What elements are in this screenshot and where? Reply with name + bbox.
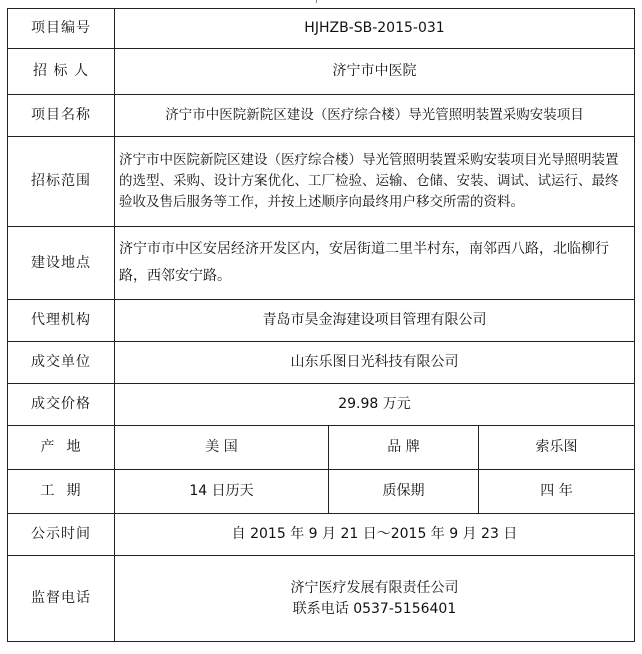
label-bidder: 招 标 人 (8, 49, 115, 95)
supervision-org: 济宁医疗发展有限责任公司 (290, 579, 459, 596)
value-location: 济宁市市中区安居经济开发区内，安居街道二里半村东，南邻西八路，北临柳行路，西邻安宁路。 (115, 227, 635, 300)
value-scope: 济宁市中医院新院区建设（医疗综合楼）导光管照明装置采购安装项目光导照明装置的选型、采购、设计方案优化、工厂检验、运输、仓储、安装、调试、试运行、最终验收及售后服务等工作，并按上述顺序向最终用户移交所需的资料。 (115, 137, 635, 227)
value-brand: 索乐图 (479, 426, 635, 470)
row-winner (8, 342, 635, 384)
label-warranty: 质保期 (329, 470, 479, 514)
label-scope: 招标范围 (8, 137, 115, 227)
row-bidder (8, 49, 635, 95)
value-publicity: 自 2015 年 9 月 21 日～2015 年 9 月 23 日 (115, 514, 635, 556)
row-scope (8, 137, 635, 227)
row-period-warranty (8, 470, 635, 514)
label-supervision: 监督电话 (8, 556, 115, 642)
value-project-name: 济宁市中医院新院区建设（医疗综合楼）导光管照明装置采购安装项目 (115, 95, 635, 137)
supervision-phone: 联系电话 0537-5156401 (292, 600, 457, 617)
row-origin-brand (8, 426, 635, 470)
value-origin: 美 国 (115, 426, 329, 470)
label-winner: 成交单位 (8, 342, 115, 384)
label-project-name: 项目名称 (8, 95, 115, 137)
label-period: 工 期 (8, 470, 115, 514)
row-location (8, 227, 635, 300)
value-period: 14 日历天 (115, 470, 329, 514)
row-supervision (8, 556, 635, 642)
top-edge-mark (316, 0, 321, 3)
label-agency: 代理机构 (8, 300, 115, 342)
row-price (8, 384, 635, 426)
label-location: 建设地点 (8, 227, 115, 300)
value-price: 29.98 万元 (115, 384, 635, 426)
label-price: 成交价格 (8, 384, 115, 426)
value-supervision (115, 556, 635, 642)
label-project-no: 项目编号 (8, 9, 115, 49)
value-winner: 山东乐图日光科技有限公司 (115, 342, 635, 384)
label-origin: 产 地 (8, 426, 115, 470)
row-project-no (8, 9, 635, 49)
value-project-no: HJHZB-SB-2015-031 (115, 9, 635, 49)
label-publicity: 公示时间 (8, 514, 115, 556)
row-project-name (8, 95, 635, 137)
announcement-table (7, 8, 635, 642)
value-bidder: 济宁市中医院 (115, 49, 635, 95)
row-agency (8, 300, 635, 342)
row-publicity (8, 514, 635, 556)
value-agency: 青岛市昊金海建设项目管理有限公司 (115, 300, 635, 342)
value-warranty: 四 年 (479, 470, 635, 514)
label-brand: 品 牌 (329, 426, 479, 470)
